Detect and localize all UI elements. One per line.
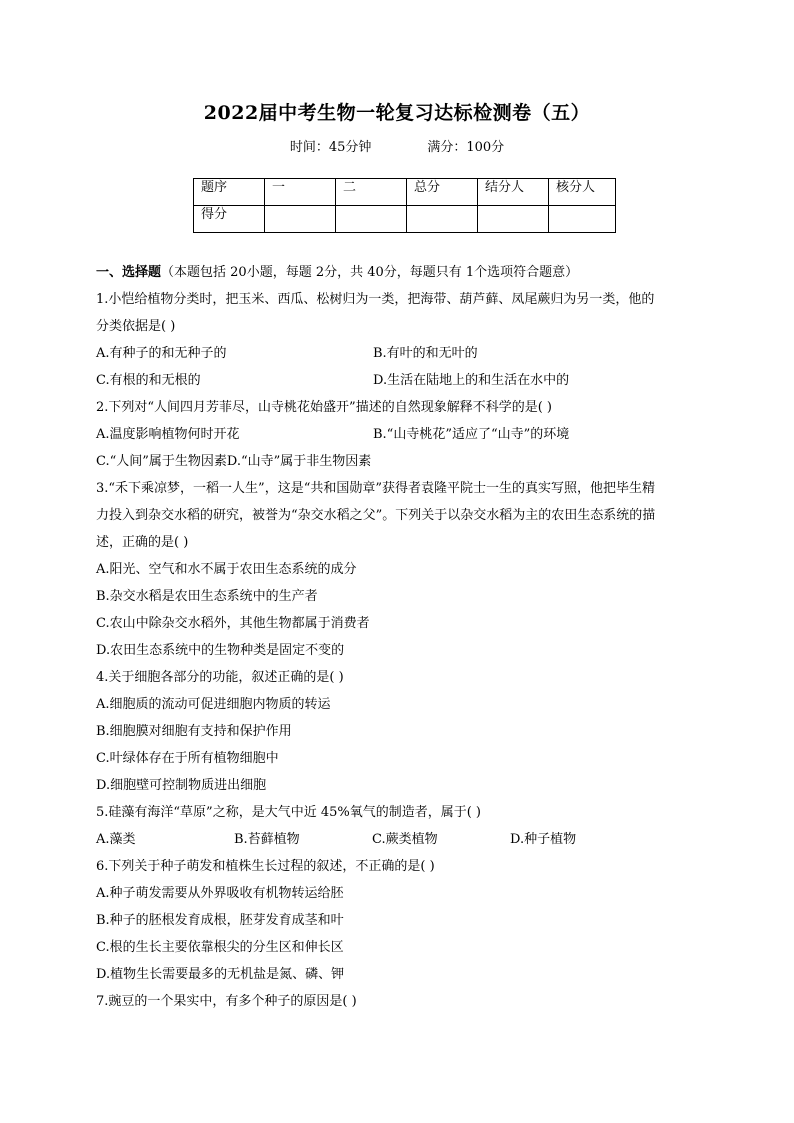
question — [96, 394, 701, 475]
question-stem: 力投入到杂交水稻的研究，被誉为“杂交水稻之父”。下列关于以杂交水稻为主的农田生态系统的描 — [96, 508, 656, 523]
answer-option: D.种子植物 — [510, 832, 577, 847]
answer-option: D.生活在陆地上的和生活在水中的 — [373, 373, 570, 388]
question-list — [96, 286, 701, 1015]
score-input-cell[interactable] — [478, 206, 549, 233]
time-limit: 时间：45分钟 — [289, 140, 372, 155]
option-row — [96, 421, 701, 448]
question-stem: 6.下列关于种子萌发和植株生长过程的叙述，不正确的是( ) — [96, 859, 435, 874]
exam-content — [96, 259, 701, 1015]
answer-option: C.蕨类植物 — [372, 832, 438, 847]
full-score: 满分：100分 — [427, 140, 505, 155]
page-title: 2022届中考生物一轮复习达标检测卷（五） — [203, 102, 591, 124]
question-stem: 4.关于细胞各部分的功能，叙述正确的是( ) — [96, 670, 344, 685]
score-table-cell: 核分人 — [549, 179, 616, 206]
section-note: （本题包括 20小题，每题 2分，共 40分，每题只有 1个选项符合题意） — [161, 265, 579, 280]
question — [96, 988, 701, 1015]
section-title: 一、选择题 — [96, 265, 162, 280]
answer-option: B.有叶的和无叶的 — [373, 346, 478, 361]
question — [96, 286, 701, 394]
question — [96, 475, 701, 664]
question-stem: 3.“禾下乘凉梦，一稻一人生”，这是“共和国勋章”获得者袁隆平院士一生的真实写照，他把毕生精 — [96, 481, 655, 496]
score-table-cell: 题序 — [194, 179, 265, 206]
score-table — [193, 178, 616, 233]
question — [96, 853, 701, 988]
score-table-header-row — [194, 179, 616, 206]
question-stem: 1.小恺给植物分类时，把玉米、西瓜、松树归为一类，把海带、葫芦藓、凤尾蕨归为另一类，他的 — [96, 292, 655, 307]
answer-option: B.“山寺桃花”适应了“山寺”的环境 — [373, 427, 570, 442]
answer-option: A.细胞质的流动可促进细胞内物质的转运 — [96, 697, 331, 712]
answer-option: B.种子的胚根发育成根，胚芽发育成茎和叶 — [96, 913, 344, 928]
answer-option: D.细胞壁可控制物质进出细胞 — [96, 778, 267, 793]
score-input-cell[interactable] — [549, 206, 616, 233]
answer-option: B.细胞膜对细胞有支持和保护作用 — [96, 724, 292, 739]
answer-option: C.有根的和无根的 — [96, 373, 201, 388]
question-stem: 述，正确的是( ) — [96, 535, 189, 550]
answer-option: A.藻类 — [96, 832, 136, 847]
option-row — [96, 826, 701, 853]
answer-option: D.农田生态系统中的生物种类是固定不变的 — [96, 643, 345, 658]
answer-option: A.温度影响植物何时开花 — [96, 427, 240, 442]
score-input-cell[interactable] — [265, 206, 336, 233]
answer-option: C.“人间”属于生物因素D.“山寺”属于非生物因素 — [96, 454, 372, 469]
score-table-cell: 总分 — [407, 179, 478, 206]
answer-option: C.根的生长主要依靠根尖的分生区和伸长区 — [96, 940, 344, 955]
question — [96, 664, 701, 799]
answer-option: A.种子萌发需要从外界吸收有机物转运给胚 — [96, 886, 344, 901]
answer-option: B.苔藓植物 — [234, 832, 300, 847]
score-table-cell: 一 — [265, 179, 336, 206]
question-stem: 5.硅藻有海洋“草原”之称，是大气中近 45%氧气的制造者，属于( ) — [96, 805, 481, 820]
answer-option: A.有种子的和无种子的 — [96, 346, 227, 361]
answer-option: C.叶绿体存在于所有植物细胞中 — [96, 751, 279, 766]
question-stem: 2.下列对“人间四月芳菲尽，山寺桃花始盛开”描述的自然现象解释不科学的是( ) — [96, 400, 552, 415]
answer-option: A.阳光、空气和水不属于农田生态系统的成分 — [96, 562, 357, 577]
exam-info — [0, 136, 794, 155]
score-table-cell: 得分 — [194, 206, 265, 233]
section-heading — [96, 259, 701, 286]
option-row — [96, 367, 701, 394]
answer-option: D.植物生长需要最多的无机盐是氮、磷、钾 — [96, 967, 345, 982]
score-input-cell[interactable] — [407, 206, 478, 233]
score-table-cell: 二 — [336, 179, 407, 206]
score-table-score-row — [194, 206, 616, 233]
question-stem: 7.豌豆的一个果实中，有多个种子的原因是( ) — [96, 994, 357, 1009]
answer-option: B.杂交水稻是农田生态系统中的生产者 — [96, 589, 318, 604]
answer-option: C.农山中除杂交水稻外，其他生物都属于消费者 — [96, 616, 370, 631]
score-table-cell: 结分人 — [478, 179, 549, 206]
score-input-cell[interactable] — [336, 206, 407, 233]
option-row — [96, 340, 701, 367]
question — [96, 799, 701, 853]
question-stem: 分类依据是( ) — [96, 319, 176, 334]
